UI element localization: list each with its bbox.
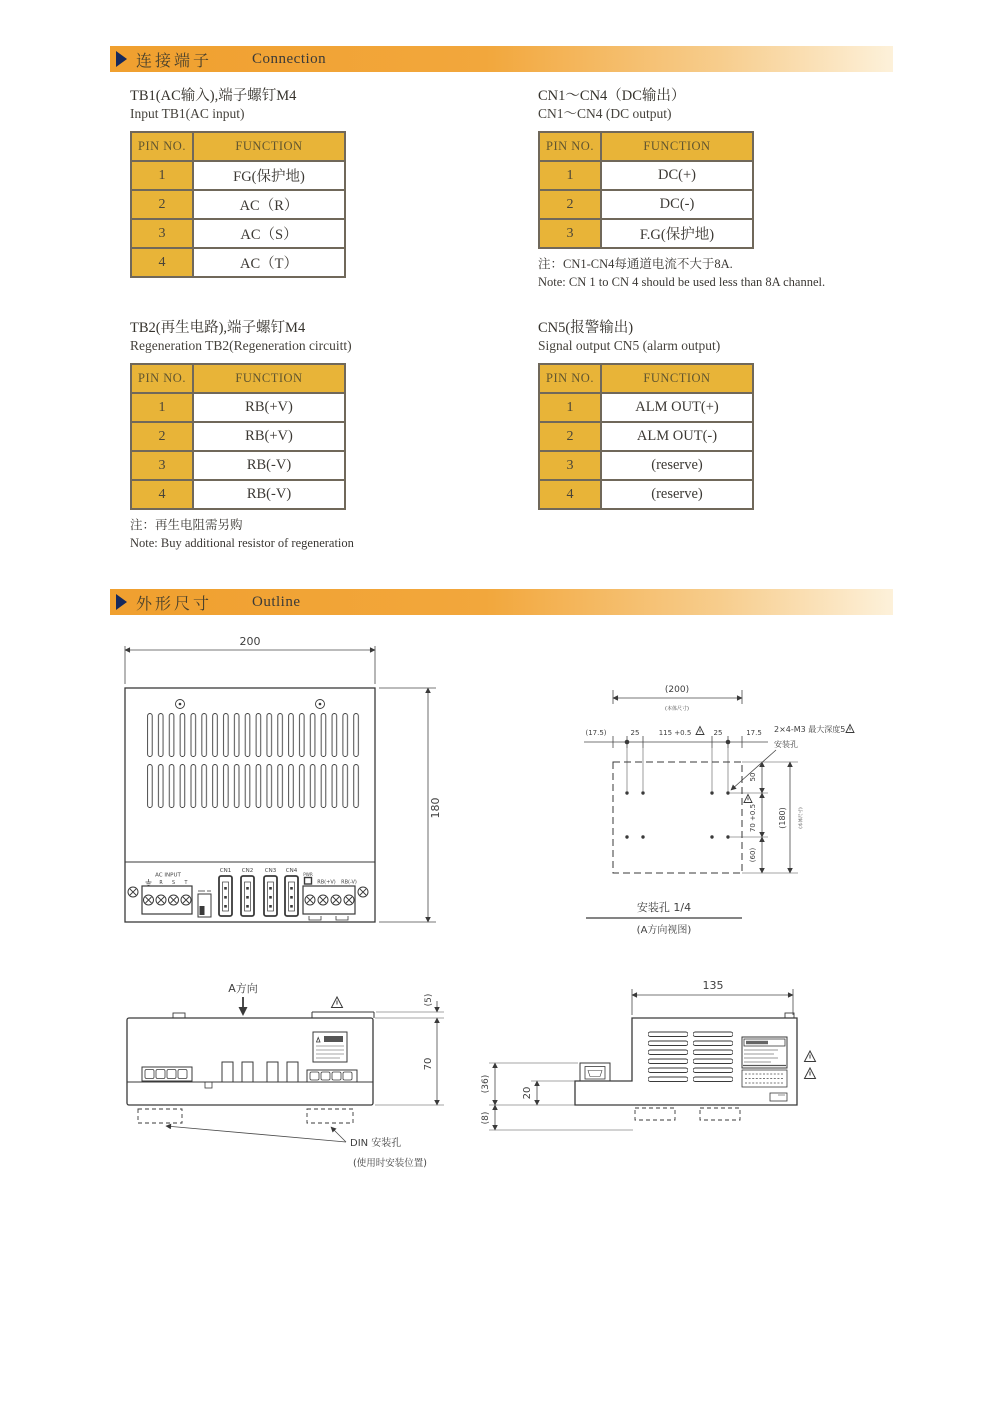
function-cell: ALM OUT(-) (601, 422, 753, 451)
pin-cell: 3 (131, 219, 193, 248)
a-direction-label: A方向 (228, 982, 258, 995)
cn3-connector (264, 876, 277, 916)
tb2-row (131, 393, 345, 422)
front-view-drawing (108, 630, 453, 932)
dim-70: 70 (423, 1057, 434, 1071)
cn2-label: CN2 (241, 868, 254, 874)
tb2-table (130, 363, 346, 510)
cn5-section (538, 320, 754, 510)
serial-label (742, 1070, 787, 1101)
dim-36: (36) (481, 1074, 491, 1094)
tb2-caption-en: Regeneration TB2(Regeneration circuitt) (130, 338, 352, 353)
function-cell: AC（T） (193, 248, 345, 277)
section-arrow-icon (116, 594, 127, 610)
phase-s-label: S (171, 881, 176, 886)
warning-triangle-icon (332, 997, 343, 1008)
cn2-connector (241, 876, 254, 916)
chassis-screw-icon (316, 700, 325, 709)
function-header: FUNCTION (601, 364, 753, 393)
ac-input-label: AC INPUT (155, 872, 181, 879)
dim-25-right: 25 (713, 729, 723, 737)
din-sub-label: (使用时安装位置) (353, 1158, 427, 1169)
pin-cell: 2 (539, 190, 601, 219)
dim-5: (5) (424, 993, 434, 1007)
tb1-row (131, 161, 345, 190)
bottom-dimensions (375, 1001, 444, 1105)
tb2-note-en: Note: Buy additional resistor of regeneration (130, 535, 354, 550)
phase-r-label: R (159, 881, 163, 886)
cn14-row (539, 161, 753, 190)
dim-60: (60) (749, 847, 757, 863)
dim-200: (200) (664, 685, 690, 695)
connection-title-zh: 连接端子 (136, 52, 213, 70)
ground-icon (146, 879, 152, 885)
tb1-table (130, 131, 346, 278)
phase-t-label: T (184, 881, 188, 886)
tb2-row (131, 422, 345, 451)
function-cell: DC(-) (601, 190, 753, 219)
cn14-caption-zh: CN1～CN4（DC输出） (538, 88, 686, 104)
tb1-caption-zh: TB1(AC输入),端子螺钉M4 (130, 88, 297, 104)
mounting-hole-drawing (552, 672, 932, 957)
bottom-view-drawing (100, 978, 490, 1193)
pin-cell: 3 (539, 451, 601, 480)
tb2-row (131, 451, 345, 480)
function-header: FUNCTION (601, 132, 753, 161)
tb1-row (131, 190, 345, 219)
function-cell: F.G(保护地) (601, 219, 753, 248)
function-cell: RB(-V) (193, 480, 345, 509)
tb2-header-row (131, 364, 345, 393)
cn4-connector (285, 876, 298, 916)
tb1-section (130, 88, 346, 278)
side-dimensions-left (489, 1063, 633, 1130)
mounting-holes (625, 791, 729, 838)
din-hole-dashed (307, 1109, 353, 1123)
tb2-row (131, 480, 345, 509)
function-cell: (reserve) (601, 451, 753, 480)
pin-cell: 4 (539, 480, 601, 509)
side-dimensions-top (632, 989, 793, 1015)
pin-no-header: PIN NO. (131, 364, 193, 393)
tb2-note-zh: 注：再生电阻需另购 (130, 518, 243, 532)
cn5-row (539, 451, 753, 480)
cn5-row (539, 422, 753, 451)
nameplate-label (742, 1037, 787, 1068)
cn1-connector (219, 876, 232, 916)
pin-cell: 3 (539, 219, 601, 248)
cn5-caption-en: Signal output CN5 (alarm output) (538, 338, 721, 353)
dim-70: 70 +0.5 (749, 803, 757, 833)
pin-cell: 4 (131, 248, 193, 277)
tb2-section (130, 320, 354, 552)
mounting-caption-sub: (A方向视图) (636, 925, 692, 936)
cn3-label: CN3 (264, 868, 277, 874)
fuse-switch (198, 891, 211, 917)
a-direction-arrow-icon (239, 997, 248, 1016)
cn5-table (538, 363, 754, 510)
function-cell: RB(+V) (193, 393, 345, 422)
pin-cell: 2 (131, 422, 193, 451)
cn14-row (539, 219, 753, 248)
cn14-header-row (539, 132, 753, 161)
mounting-dimensions (584, 690, 798, 873)
pin-cell: 4 (131, 480, 193, 509)
cn5-row (539, 393, 753, 422)
din-leaders (166, 1126, 346, 1142)
cn14-caption-en: CN1～CN4 (DC output) (538, 106, 672, 121)
revision-triangle-icon (744, 795, 752, 803)
section-arrow-icon (116, 51, 127, 67)
pin-no-header: PIN NO. (539, 132, 601, 161)
holes-spec: 2×4-M3 最大深度5 (774, 725, 846, 734)
function-cell: DC(+) (601, 161, 753, 190)
dim-8: (8) (481, 1111, 491, 1125)
holes-label: 安装孔 (774, 740, 798, 749)
outline-title-zh: 外形尺寸 (136, 595, 213, 613)
function-cell: RB(+V) (193, 422, 345, 451)
function-cell: FG(保护地) (193, 161, 345, 190)
cn5-header-row (539, 364, 753, 393)
pin-no-header: PIN NO. (131, 132, 193, 161)
pwr-led (305, 878, 312, 885)
pin-cell: 3 (131, 451, 193, 480)
cn14-note (538, 256, 825, 291)
side-vent-col2 (693, 1031, 733, 1085)
pwr-label: PWR (303, 872, 313, 877)
mounting-caption: 安装孔 1/4 (636, 901, 692, 914)
section-banner-outline (110, 589, 893, 615)
function-header: FUNCTION (193, 132, 345, 161)
cn14-table (538, 131, 754, 249)
warning-label (313, 1032, 347, 1062)
warning-triangle-icon (805, 1068, 816, 1079)
cn14-note-zh: 注：CN1-CN4每通道电流不大于8A. (538, 257, 733, 271)
pin-cell: 1 (131, 161, 193, 190)
dim-115: 115 +0.5 (658, 729, 692, 737)
function-cell: AC（R） (193, 190, 345, 219)
dim-50: 50 (749, 772, 757, 782)
corner-screw-icon (128, 887, 138, 897)
tb2-note (130, 517, 354, 552)
connection-title-en: Connection (252, 50, 327, 67)
dim-17-5-right: 17.5 (746, 729, 762, 737)
vent-slots-row1 (147, 712, 364, 758)
pin-cell: 2 (131, 190, 193, 219)
cn-connectors (219, 868, 298, 916)
din-hole-dashed (635, 1108, 675, 1120)
pin-no-header: PIN NO. (539, 364, 601, 393)
pin-cell: 1 (539, 393, 601, 422)
function-header: FUNCTION (193, 364, 345, 393)
cn14-row (539, 190, 753, 219)
side-view-drawing (475, 975, 865, 1165)
din-label: DIN 安装孔 (350, 1138, 402, 1149)
outline-title-en: Outline (252, 593, 301, 610)
cn4-label: CN4 (285, 868, 298, 874)
tb1-row (131, 248, 345, 277)
bottom-terminals (142, 1062, 357, 1088)
dim-17-5-left: (17.5) (585, 729, 607, 737)
tb1-header-row (131, 132, 345, 161)
body-size-note-side: (本体尺寸) (799, 807, 804, 829)
body-outline-dashed (613, 762, 742, 873)
body-size-note: (本体尺寸) (665, 706, 689, 712)
cn5-caption-zh: CN5(报警输出) (538, 320, 634, 336)
revision-triangle-icon (846, 725, 854, 733)
tb1-row (131, 219, 345, 248)
din-hole-dashed (138, 1109, 182, 1123)
tb2-caption-zh: TB2(再生电路),端子螺钉M4 (130, 320, 306, 336)
dim-180: (180) (778, 807, 787, 829)
front-height-dim: 180 (429, 797, 442, 819)
rb-plus-label: RB(+V) (317, 879, 336, 886)
pin-cell: 2 (539, 422, 601, 451)
cn14-note-en: Note: CN 1 to CN 4 should be used less than 8A channel. (538, 274, 826, 289)
corner-screw-icon (358, 887, 368, 897)
rb-minus-label: RB(-V) (341, 879, 357, 886)
vent-slots-row2 (147, 763, 364, 809)
function-cell: (reserve) (601, 480, 753, 509)
dim-25-left: 25 (630, 729, 640, 737)
side-vent-col1 (648, 1031, 688, 1085)
pin-cell: 1 (131, 393, 193, 422)
chassis-screw-icon (176, 700, 185, 709)
cn1-label: CN1 (219, 868, 232, 874)
bottom-body (127, 1012, 374, 1105)
pin-cell: 1 (539, 161, 601, 190)
function-cell: AC（S） (193, 219, 345, 248)
cn14-section (538, 88, 825, 291)
function-cell: ALM OUT(+) (601, 393, 753, 422)
dim-20: 20 (522, 1086, 533, 1100)
front-width-dim: 200 (239, 635, 261, 648)
ac-input-terminal (142, 873, 192, 915)
dim-135: 135 (702, 979, 724, 992)
function-cell: RB(-V) (193, 451, 345, 480)
warning-triangle-icon (805, 1051, 816, 1062)
cn5-row (539, 480, 753, 509)
revision-triangle-icon (696, 727, 704, 735)
din-hole-dashed (700, 1108, 740, 1120)
section-banner-connection (110, 46, 893, 72)
rb-terminal (303, 872, 357, 920)
tb1-caption-en: Input TB1(AC input) (130, 106, 245, 121)
